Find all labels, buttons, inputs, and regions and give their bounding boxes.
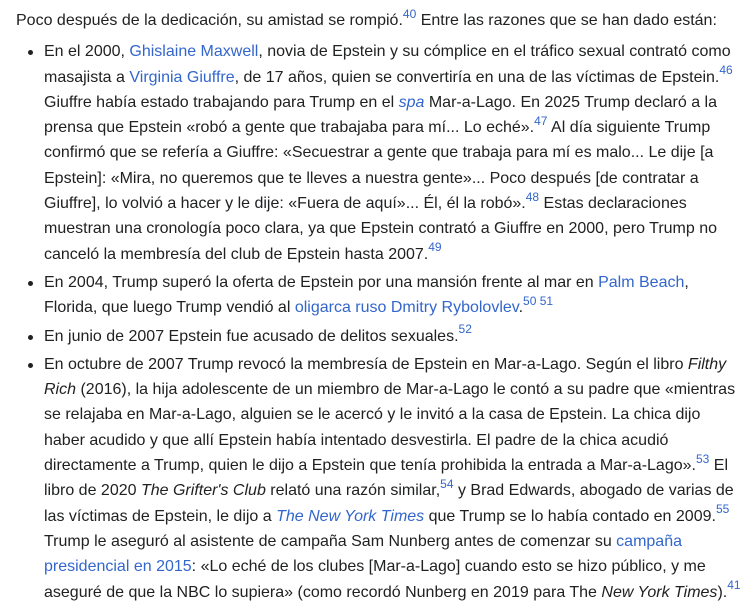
list-item-palm-beach [44, 270, 741, 321]
text-segment: que Trump se lo había contado en 2009. [424, 507, 716, 525]
reference-link[interactable]: 49 [428, 240, 442, 255]
text-segment: Giuffre había estado trabajando para Trump en el [44, 93, 399, 111]
reference-link[interactable]: 47 [534, 113, 548, 128]
reference-47[interactable] [534, 114, 547, 128]
text-segment: (2016), la hija adolescente de un miembro de Mar-a-Lago le contó a su padre que «mientras se relajaba en Mar-a-Lago, alguien se le acercó y le invitó a la casa de Epstein. La chica dijo haber acudido y que allí Epstein había intentado desvestirla. El padre de la chica acudió directamente a Trump, quien le dijo a Epstein que tenía prohibida la entrada a Mar-a-Lago». [44, 381, 736, 475]
list-item-june-2007 [44, 324, 741, 349]
text-segment: , Florida, que luego Trump vendió al [44, 273, 689, 317]
book-title-filthy-rich: Filthy Rich [44, 355, 727, 399]
intro-paragraph [16, 8, 741, 33]
reference-40[interactable] [403, 7, 416, 21]
link-spa-label: spa [398, 93, 425, 111]
reference-51[interactable] [536, 294, 553, 308]
reference-52[interactable] [459, 322, 472, 336]
text-segment: En el 2000, [44, 43, 130, 61]
reference-link[interactable]: 48 [525, 189, 540, 204]
reference-link[interactable]: 46 [719, 63, 733, 78]
reference-link[interactable]: 50 [523, 293, 537, 308]
reference-55[interactable] [716, 502, 729, 516]
reference-link[interactable]: 52 [458, 322, 472, 337]
book-title-grifters-club: The Grifter's Club [140, 482, 266, 500]
reference-link[interactable]: 53 [695, 451, 710, 466]
text-segment: , novia de Epstein y su cómplice en el tráfico sexual contrató como masajista a [44, 43, 731, 86]
reference-link[interactable]: 54 [440, 477, 454, 492]
intro-text-continued: Entre las razones que se han dado están: [416, 12, 717, 29]
link-spa[interactable] [399, 94, 425, 111]
list-item-maxwell-giuffre [44, 39, 741, 267]
reference-41[interactable] [727, 578, 740, 592]
text-segment: Trump le aseguró al asistente de campaña Sam Nunberg antes de comenzar su [44, 532, 617, 550]
reference-54[interactable] [440, 477, 453, 491]
intro-text: Poco después de la dedicación, su amistad se rompió. [16, 12, 403, 29]
text-segment: En octubre de 2007 Trump revocó la membresía de Epstein en Mar-a-Lago. Según el libro [44, 355, 688, 373]
reasons-list [16, 39, 741, 605]
text-segment: Estas declaraciones muestran una cronología poco clara, ya que Epstein contrató a Giuffre en 2000, pero Trump no canceló la membresía del club de Epstein hasta 2007. [44, 195, 718, 263]
link-palm-beach[interactable]: Palm Beach [598, 273, 685, 291]
link-nyt-label: The New York Times [276, 507, 425, 525]
reference-50[interactable] [523, 294, 536, 308]
text-segment: : «Lo eché de los clubes [Mar-a-Lago] cuando esto se hizo público, y me aseguré de que la NBC lo supiera» (como recordó Nunberg en 2019 para The [44, 558, 706, 601]
link-virginia-giuffre[interactable]: Virginia Giuffre [129, 68, 235, 86]
publication-title-nyt: New York Times [601, 583, 718, 601]
link-ghislaine-maxwell[interactable]: Ghislaine Maxwell [129, 43, 259, 61]
list-item-october-2007 [44, 352, 741, 605]
text-segment: Al día siguiente Trump confirmó que se refería a Giuffre: «Secuestrar a gente que trabaja para mí es malo... Le dije [a Epstein]: «Mira, no queremos que te lleves a nuestra gente»... Poco después [de contratar a Giuffre], lo volvió a hacer y le dije: «Fuera de aquí»... Él, él la robó». [44, 119, 714, 213]
reference-48[interactable] [526, 190, 539, 204]
text-segment: Mar-a-Lago. En 2025 Trump declaró a la prensa que Epstein «robó a gente que trabajaba para mí... Lo eché». [44, 93, 718, 137]
text-segment: y Brad Edwards, abogado de varias de las víctimas de Epstein, le dijo a [44, 482, 734, 525]
reference-link[interactable]: 41 [727, 578, 741, 593]
reference-link[interactable]: 51 [539, 293, 554, 308]
link-campana-presidencial-2015[interactable]: campaña presidencial en 2015 [44, 532, 682, 576]
text-segment: , de 17 años, quien se convertiría en una de las víctimas de Epstein. [234, 68, 720, 86]
text-segment: relató una razón similar, [265, 482, 441, 500]
link-oligarca-ruso-dmitry-rybolovlev[interactable]: oligarca ruso Dmitry Rybolovlev [294, 299, 519, 317]
text-segment: ). [717, 583, 728, 601]
text-segment: El libro de 2020 [44, 457, 728, 500]
reference-49[interactable] [428, 240, 441, 254]
reference-53[interactable] [696, 452, 709, 466]
reference-46[interactable] [719, 63, 732, 77]
link-the-new-york-times[interactable] [276, 508, 424, 525]
reference-link[interactable]: 40 [402, 6, 417, 21]
text-segment: . [518, 299, 524, 317]
reference-link[interactable]: 55 [715, 502, 730, 517]
text-segment: En junio de 2007 Epstein fue acusado de delitos sexuales. [44, 327, 459, 345]
text-segment: En 2004, Trump superó la oferta de Epstein por una mansión frente al mar en [44, 273, 599, 291]
